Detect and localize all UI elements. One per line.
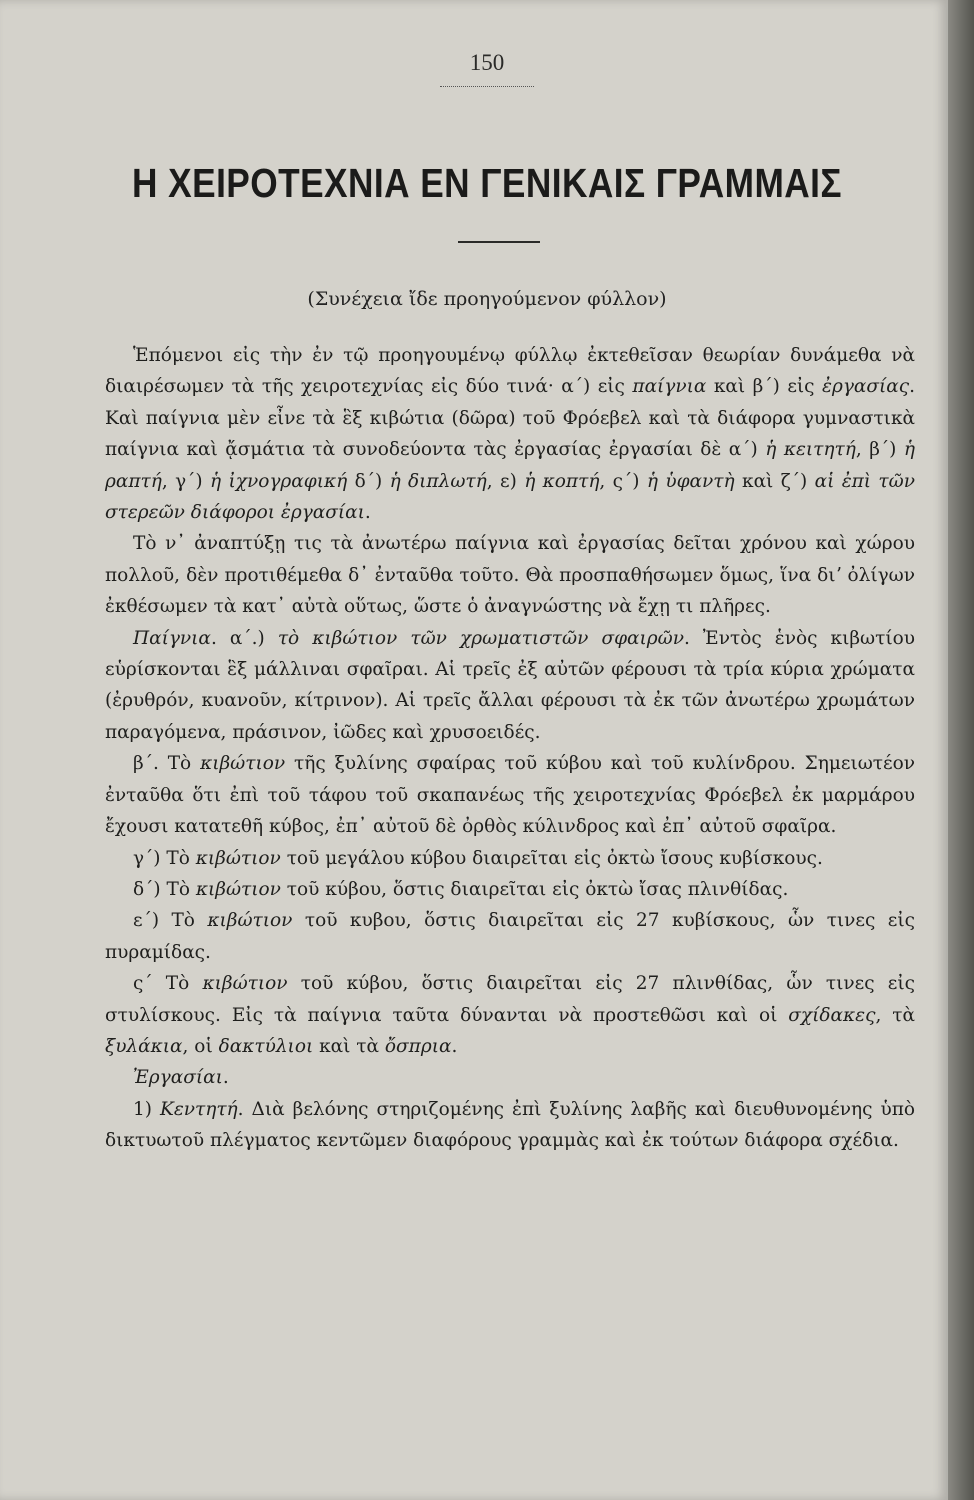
italic-text: ἡ διπλωτή (389, 470, 487, 492)
italic-text: αἱ ἐπὶ τῶν στερεῶν διάφοροι ἐργασίαι (105, 470, 915, 524)
title-rule (458, 241, 540, 243)
italic-text: ξυλάκια (105, 1035, 183, 1057)
text-run: , οἱ (182, 1035, 219, 1057)
text-run: τοῦ μεγάλου κύβου διαιρεῖται εἰς ὀκτὼ ἴσους κυβίσκους. (280, 847, 823, 869)
paragraph-p3 (105, 623, 915, 749)
text-run: γ΄) Τὸ (133, 847, 196, 869)
text-run: . Διὰ βελόνης στηριζομένης ἐπὶ ξυλίνης λαβῆς καὶ διευθυνομένης ὑπὸ δικτυωτοῦ πλέγματος κεντῶμεν διαφόρους γραμμὰς καὶ ἐκ τούτων διάφορα σχέδια. (105, 1098, 915, 1152)
paragraph-p2 (105, 528, 915, 622)
paragraph-p1 (105, 340, 915, 528)
book-gutter (948, 0, 974, 1500)
text-run: δ΄) (347, 470, 390, 492)
italic-text: κιβώτιον (195, 878, 281, 900)
italic-text: σχίδακες (788, 1004, 876, 1026)
text-run: , γ΄) (161, 470, 211, 492)
paragraph-p7 (105, 905, 915, 968)
text-run: . (222, 1067, 229, 1089)
text-run: , β΄) (855, 439, 904, 461)
paragraph-p9 (105, 1062, 915, 1093)
italic-text: Κεντητή (160, 1098, 238, 1120)
italic-text: ἡ ἰχνογραφική (210, 470, 348, 492)
text-run: δ΄) Τὸ (133, 878, 196, 900)
italic-text: κιβώτιον (207, 910, 293, 932)
text-run: ε΄) Τὸ (133, 910, 208, 932)
text-run: καὶ ζ΄) (734, 470, 815, 492)
italic-text: παίγνια (632, 376, 707, 398)
italic-text: ἡ κειτητή (765, 439, 856, 461)
paragraph-p4 (105, 748, 915, 842)
italic-text: ἡ κοπτή (524, 470, 600, 492)
text-run: . Καὶ παίγνια μὲν εἶνε τὰ ἓξ κιβώτια (δῶρα) τοῦ Φρόεβελ καὶ τὰ διάφορα γυμναστικὰ παίγνια καὶ ᾄσμάτια τὰ συνοδεύοντα τὰς ἐργασίας ἐργασίαι δὲ α΄) (105, 376, 915, 461)
paragraph-p5 (105, 843, 915, 874)
text-run: Τὸ ν᾽ ἀναπτύξῃ τις τὰ ἀνωτέρω παίγνια καὶ ἐργασίας δεῖται χρόνου καὶ χώρου πολλοῦ, δὲν προτιθέμεθα δ᾽ ἐνταῦθα τοῦτο. Θὰ προσπαθήσωμεν ὅμως, ἵνα διʼ ὀλίγων ἐκθέσωμεν τὰ κατ᾽ αὐτὰ οὕτως, ὥστε ὁ ἀναγνώστης νὰ ἔχῃ τι πλῆρες. (105, 533, 915, 618)
italic-text: κιβώτιον (200, 753, 286, 775)
text-run: τοῦ κύβου, ὅστις διαιρεῖται εἰς 27 πλινθίδας, ὧν τινες εἰς στυλίσκους. Εἰς τὰ παίγνια ταῦτα δύνανται νὰ προστεθῶσι καὶ οἱ (105, 973, 915, 1026)
text-run: τοῦ κυβου, ὅστις διαιρεῖται εἰς 27 κυβίσκους, ὧν τινες εἰς πυραμίδας. (105, 910, 915, 963)
italic-text: κιβώτιον (195, 847, 281, 869)
paragraph-p10 (105, 1094, 915, 1157)
text-run: Ἑπόμενοι εἰς τὴν ἐν τῷ προηγουμένῳ φύλλῳ ἐκτεθεῖσαν θεωρίαν δυνάμεθα νὰ διαιρέσωμεν τὰ τῆς χειροτεχνίας εἰς δύο τινά· α΄) εἰς (105, 345, 915, 398)
text-run: καὶ β΄) εἰς (706, 376, 823, 398)
article-title: Η ΧΕΙΡΟΤΕΧΝΙΑ ΕΝ ΓΕΝΙΚΑΙΣ ΓΡΑΜΜΑΙΣ (132, 160, 842, 206)
italic-text: ἡ ραπτή (105, 439, 915, 492)
continuation-note: (Συνέχεια ἴδε προηγούμενον φύλλον) (307, 288, 667, 310)
text-run: τοῦ κύβου, ὅστις διαιρεῖται εἰς ὀκτὼ ἴσας πλινθίδας. (280, 878, 789, 900)
italic-text: κιβώτιον (202, 973, 288, 995)
text-run: β΄. Τὸ (133, 753, 201, 775)
text-run: 1) (133, 1098, 160, 1120)
italic-text: ἐργασίας (822, 376, 910, 398)
text-run: , τὰ (875, 1004, 915, 1026)
page-number: 150 (469, 50, 505, 75)
italic-text: ἡ ὑφαντὴ (646, 470, 735, 492)
text-run: τῆς ξυλίνης σφαίρας τοῦ κύβου καὶ τοῦ κυλίνδρου. Σημειωτέον ἐνταῦθα ὅτι ἐπὶ τοῦ τάφου τοῦ σκαπανέως τῆς χειροτεχνίας Φρόεβελ ἐκ μαρμάρου ἔχουσι κατατεθῆ κύβος, ἐπ᾽ αὐτοῦ δὲ ὀρθὸς κύλινδρος καὶ ἐπ᾽ αὐτοῦ σφαῖρα. (105, 753, 915, 838)
paragraph-p6 (105, 874, 915, 905)
text-run: , ε) (486, 470, 525, 492)
text-run: , ς΄) (599, 470, 647, 492)
text-run: ς΄ Τὸ (133, 973, 203, 995)
text-run: . α΄.) (210, 627, 278, 649)
text-run: . Ἐντὸς ἑνὸς κιβωτίου εὑρίσκονται ἓξ μάλλιναι σφαῖραι. Αἱ τρεῖς ἐξ αὐτῶν φέρουσι τὰ τρία κύρια χρώματα (ἐρυθρόν, κυανοῦν, κίτρινον). Αἱ τρεῖς ἄλλαι φέρουσι τὰ ἐκ τῶν ἀνωτέρω χρωμάτων παραγόμενα, πράσινον, ἰῶδες καὶ χρυσοειδές. (105, 627, 915, 743)
paragraph-p8 (105, 968, 915, 1062)
italic-text: ὄσπρια (384, 1035, 452, 1057)
body-text (105, 340, 915, 1157)
italic-text: Παίγνια (133, 627, 211, 649)
text-run: . (364, 502, 371, 524)
italic-text: τὸ κιβώτιον τῶν χρωματιστῶν σφαιρῶν (277, 627, 684, 649)
page-number-rule (440, 86, 534, 87)
italic-text: Ἐργασίαι (133, 1067, 223, 1089)
text-run: καὶ τὰ (313, 1035, 385, 1057)
italic-text: δακτύλιοι (218, 1035, 314, 1057)
text-run: . (451, 1035, 458, 1057)
